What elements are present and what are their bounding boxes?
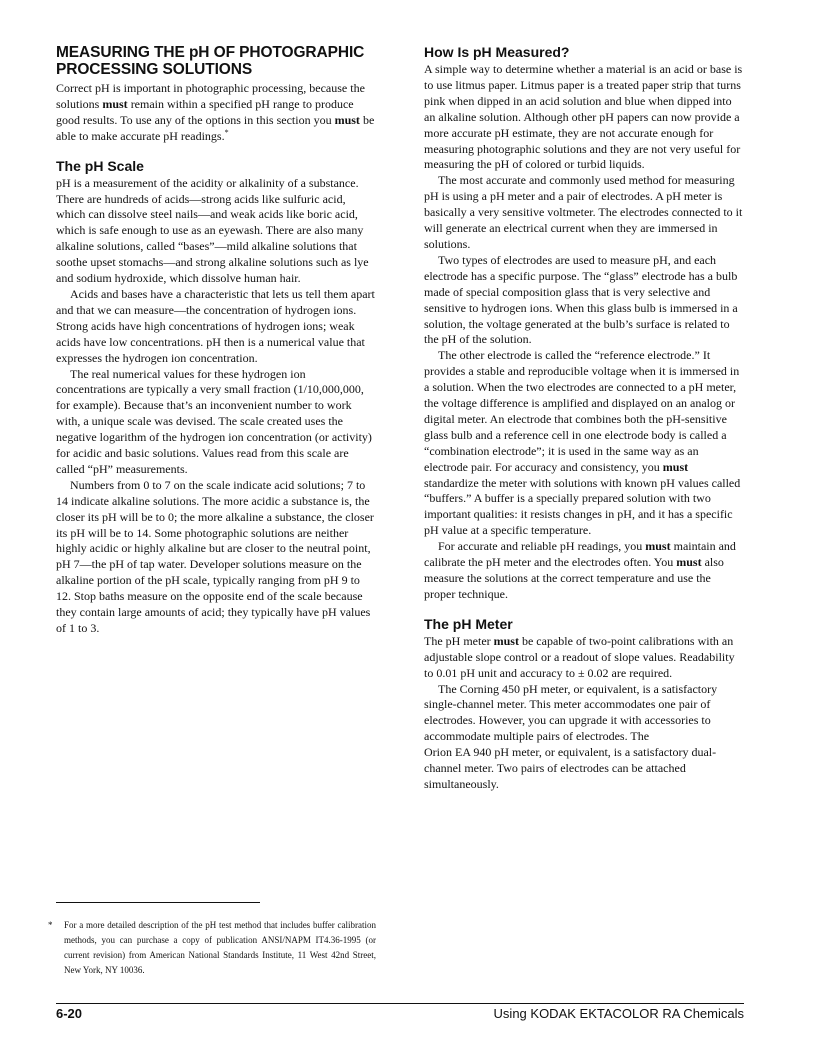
ph-scale-paragraph: Numbers from 0 to 7 on the scale indicate acid solutions; 7 to 14 indicate alkaline solutions. The more acidic a substance is, the closer its pH will be to 0; the more alkaline a substance, the closer its pH will be to 14. Some photographic solutions are neither highly acidic or highly alkaline but are closer to the neutral point, pH 7—the pH of tap water. Developer solutions measure on the alkaline portion of the pH scale, typically ranging from pH 9 to 12. Stop baths measure on the opposite end of the scale because they contain large amounts of acid; they typically have pH values of 1 to 3. — [56, 477, 374, 635]
right-column — [424, 44, 744, 793]
how-measured-paragraph: The most accurate and commonly used method for measuring pH is using a pH meter and a pair of electrodes. A pH meter is basically a very sensitive voltmeter. The electrodes connected to it will generate an electrical current when they are immersed in solutions. — [424, 173, 743, 251]
footnote-divider — [56, 902, 260, 903]
main-title: MEASURING THE pH OF PHOTOGRAPHIC PROCESSING SOLUTIONS — [56, 44, 365, 78]
how-measured-paragraph: Two types of electrodes are used to measure pH, and each electrode has a specific purpose. The “glass” electrode has a bulb made of special composition glass that is very selective and sensitive to hydrogen ions. When this glass bulb is immersed in a solution, the voltage generated at the bulb’s surface is related to the pH of the solution. — [424, 252, 738, 347]
footer-divider — [56, 1003, 744, 1004]
ph-meter-paragraph: The Corning 450 pH meter, or equivalent, is a satisfactory single-channel meter. This meter accommodates one pair of electrodes. However, you can upgrade it with accessories to accommodate multiple pairs of electrodes. The — [424, 681, 718, 744]
section-heading-ph-scale: The pH Scale — [56, 157, 144, 174]
ph-scale-paragraph: pH is a measurement of the acidity or alkalinity of a substance. There are hundreds of acids—strong acids like sulfuric acid, which can dissolve steel nails—and weak acids like boric acid, which is safe enough to use as an eyewash. There are also many alkaline solutions, called “bases”—mild alkaline solutions that soothe upset stomachs—and strong alkaline solutions such as lye and sodium hydroxide, which dissolve human hair. — [56, 175, 369, 286]
how-measured-paragraph: A simple way to determine whether a material is an acid or base is to use litmus paper. Litmus paper is a treated paper strip that turns pink when dipped in an acid solution and blue when dipped into an alkaline solution. Although other pH papers can now provide a more accurate pH estimate, they are not accurate enough for measuring photographic solutions and they are not very useful for measuring the pH of colored or turbid liquids. — [424, 62, 743, 172]
ph-scale-paragraph: Acids and bases have a characteristic that lets us tell them apart and that we can measure—the concentration of hydrogen ions. Strong acids have high concentrations of hydrogen ions; weak acids have low concentrations. pH then is a numerical value that expresses the hydrogen ion concentration. — [56, 286, 375, 365]
how-measured-paragraph: For accurate and reliable pH readings, you must maintain and calibrate the pH meter and the electrodes often. You must also measure the solutions at the correct temperature and use the proper technique. — [424, 539, 736, 601]
ph-meter-paragraph: Orion EA 940 pH meter, or equivalent, is a satisfactory dual-channel meter. Two pairs of electrodes can be attached simultaneously. — [424, 745, 717, 791]
intro-paragraph: Correct pH is important in photographic processing, because the solutions must remain within a specified pH range to produce good results. To use any of the options in this section you must be able to make accurate pH readings.* — [56, 81, 375, 143]
left-column — [56, 44, 376, 637]
footnote — [48, 918, 376, 978]
ph-scale-paragraph: The real numerical values for these hydrogen ion concentrations are typically a very small fraction (1/10,000,000, for example). Because that’s an inconvenient number to work with, a unique scale was devised. The scale created uses the negative logarithm of the hydrogen ion concentration (or activity) for acidic and basic solutions. Values read from this scale are called “pH” measurements. — [56, 366, 372, 476]
how-measured-paragraph: The other electrode is called the “reference electrode.” It provides a stable and reproducible voltage when it is immersed in a solution. When the two electrodes are connected to a pH meter, the voltage difference is amplified and displayed on an analog or digital meter. An electrode that combines both the pH-sensitive glass bulb and a reference cell in one electrode body is called a “combination electrode”; it is used in the same way as an electrode pair. For accuracy and consistency, you must standardize the meter with solutions with known pH values called “buffers.” A buffer is a specially prepared solution with two important qualities: it resists changes in pH, and it has a specific pH value at a specific temperature. — [424, 348, 741, 538]
page-number: 6-20 — [56, 1006, 83, 1021]
section-heading-ph-meter: The pH Meter — [424, 615, 513, 632]
section-heading-how-measured: How Is pH Measured? — [424, 44, 570, 60]
publication-title: Using KODAK EKTACOLOR RA Chemicals — [493, 1006, 744, 1021]
ph-meter-paragraph: The pH meter must be capable of two-point calibrations with an adjustable slope control or a readout of slope values. Readability to 0.01 pH unit and accuracy to ± 0.02 are required. — [424, 633, 735, 680]
footnote-text: For a more detailed description of the pH test method that includes buffer calibration methods, you can purchase a copy of publication ANSI/NAPM IT4.36-1995 (or current revision) from American National Standards Institute, 11 West 42nd Street, New York, NY 10036. — [64, 920, 376, 975]
footnote-reference: * — [224, 127, 229, 137]
footnote-marker: * — [48, 920, 53, 930]
